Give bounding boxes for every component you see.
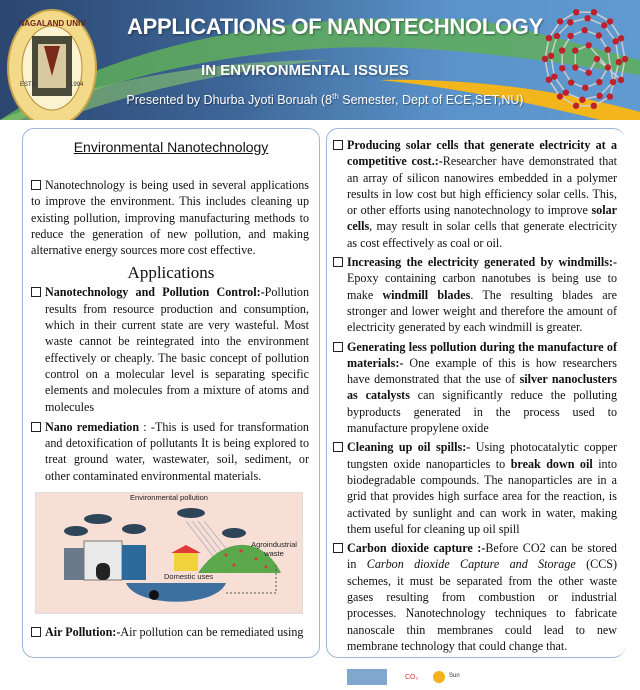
text-segment: Before CO2 can be stored in — [347, 541, 617, 571]
bold-text: break down oil — [511, 457, 593, 471]
atom — [594, 56, 600, 62]
list-item — [31, 624, 309, 640]
atom — [605, 64, 611, 70]
atom — [582, 85, 588, 91]
atom — [554, 33, 560, 39]
bold-text: Increasing the electricity generated by windmills:- — [347, 255, 617, 269]
list-item — [333, 439, 617, 537]
text-segment: Epoxy containing carbon nanotubes is being use to make — [347, 271, 617, 301]
atom — [607, 93, 613, 99]
atom — [596, 79, 602, 85]
atom — [591, 103, 597, 109]
bold-text: silver nanoclusters as catalysts — [347, 372, 617, 402]
text-segment: Researcher have demonstrated that an array of silicon nanowires embedded in a polymer results in low cost but high efficiency solar cells. This, or other efforts using nanotechnology to improve — [347, 154, 617, 217]
applications-heading: Applications — [23, 263, 319, 283]
atom — [584, 15, 590, 21]
atom — [559, 47, 565, 53]
atom — [618, 35, 624, 41]
figure-title: Environmental pollution — [114, 494, 224, 503]
list-item — [31, 284, 309, 414]
co2-capture-figure — [347, 665, 487, 685]
atom — [559, 65, 565, 71]
text-segment: Pollution results from resource production and consumption, which in their current state are very wasteful. Most waste cannot be reintegrated into the environment effectively or cheaply. The basic concept of pollution control on a molecular level is separating specific elements and molecules from a mixture of atoms and molecules — [45, 285, 309, 413]
co2-label: CO₂ — [405, 674, 419, 681]
left-panel — [22, 128, 320, 658]
bold-text: Producing solar cells that generate electricity at a competitive cost.:- — [347, 138, 617, 168]
text-segment: Carbon dioxide Capture and Storage — [367, 557, 576, 571]
svg-text:ESTD: ESTD — [20, 82, 37, 88]
atom — [610, 79, 616, 85]
poster-subtitle: IN ENVIRONMENTAL ISSUES — [105, 62, 505, 79]
text-segment: (CCS) schemes, it must be separated from the other waste gases resulting from combustion or industrial processes. Nanotechnology techniques to fabricate nanoscale thin membranes could lead to new membrane technology that could change that. — [347, 557, 617, 652]
atom — [607, 18, 613, 24]
atom — [551, 73, 557, 79]
atom — [542, 56, 548, 62]
sun-label: Sun — [449, 673, 460, 679]
bold-text: windmill blades — [382, 288, 470, 302]
presenter-line — [105, 92, 545, 107]
text-segment: Using photocatalytic copper tungsten oxide nanoparticles to — [347, 440, 617, 470]
checkbox-bullet-icon — [333, 342, 343, 352]
text-segment: Nanotechnology is being used in several applications to improve the environment. This includes cleaning up existing pollution, improving manufacturing methods to reduce the generation of new pollution, and making alternative energy sources more cost effective. — [31, 178, 309, 257]
list-item — [333, 540, 617, 654]
atom — [557, 18, 563, 24]
presenter-sup: th — [332, 92, 339, 101]
text-segment: Air pollution can be remediated using — [120, 625, 303, 639]
atom — [601, 22, 607, 28]
atom — [568, 79, 574, 85]
checkbox-bullet-icon — [31, 627, 41, 637]
university-logo — [4, 6, 100, 120]
poster-title: APPLICATIONS OF NANOTECHNOLOGY — [105, 14, 565, 40]
checkbox-bullet-icon — [31, 422, 41, 432]
intro-paragraph — [31, 177, 309, 258]
checkbox-bullet-icon — [31, 287, 41, 297]
atom — [605, 47, 611, 53]
bold-text: Nano remediation — [45, 420, 139, 434]
atom — [596, 32, 602, 38]
list-item — [31, 419, 309, 484]
checkbox-bullet-icon — [333, 543, 343, 553]
text-segment: One example of this is how researchers have demonstrated that the use of — [347, 356, 617, 386]
checkbox-bullet-icon — [333, 257, 343, 267]
atom — [567, 19, 573, 25]
atom — [622, 56, 628, 62]
svg-text:NAGALAND UNIV: NAGALAND UNIV — [18, 19, 86, 28]
text-segment: , may result in solar cells that generate electricity as cost effectively as coal or oil. — [347, 219, 617, 249]
checkbox-bullet-icon — [333, 140, 343, 150]
atom — [612, 38, 618, 44]
atom — [557, 93, 563, 99]
atom — [573, 9, 579, 15]
text-segment: into biodegradable compounds. The nanoparticles are in a grid that provides high surface area for the reaction, is activated by sunlight and can work in water, making them useful for cleaning up oil spill — [347, 457, 617, 536]
bold-text: Carbon dioxide capture :- — [347, 541, 485, 555]
environmental-pollution-figure — [35, 492, 303, 614]
atom — [572, 47, 578, 53]
atom — [586, 42, 592, 48]
checkbox-bullet-icon — [333, 442, 343, 452]
bold-text: solar cells — [347, 203, 617, 233]
list-item — [333, 137, 617, 251]
label-domestic-uses: Domestic uses — [164, 573, 224, 582]
atom — [591, 9, 597, 15]
atom — [586, 69, 592, 75]
list-item — [333, 339, 617, 437]
bold-text: Nanotechnology and Pollution Control:- — [45, 285, 265, 299]
presenter-text: Presented by Dhurba Jyoti Boruah (8 — [126, 93, 332, 107]
text-segment: can significantly reduce the polluting byproducts generated in the process used to manufacture propylene oxide — [347, 388, 617, 435]
atom — [618, 77, 624, 83]
atom — [546, 77, 552, 83]
atom — [548, 53, 554, 59]
atom — [567, 33, 573, 39]
checkbox-bullet-icon — [31, 180, 41, 190]
atom — [616, 59, 622, 65]
atom — [579, 96, 585, 102]
svg-text:1994: 1994 — [70, 82, 84, 88]
atom — [581, 27, 587, 33]
atom — [572, 64, 578, 70]
bold-text: Generating less pollution during the manufacture of materials:- — [347, 340, 617, 370]
text-segment: : -This is used for transformation and detoxification of pollutants It is being explored to treat ground water, wastewater, soil, sediment, or other contaminated environmental materials. — [45, 420, 309, 483]
bold-text: Cleaning up oil spills:- — [347, 440, 470, 454]
list-item — [333, 254, 617, 335]
atom — [563, 89, 569, 95]
fullerene-molecule-image — [540, 4, 630, 119]
poster-header — [0, 0, 640, 120]
atom — [573, 103, 579, 109]
label-agroindustrial-waste: Agroindustrial waste — [248, 541, 300, 558]
bold-text: Air Pollution:- — [45, 625, 120, 639]
atom — [546, 35, 552, 41]
right-panel — [326, 128, 625, 658]
atom — [597, 93, 603, 99]
text-segment: . The resulting blades are stronger and lower weight and therefore the amount of electricity generated by each windmill is greater. — [347, 288, 617, 335]
section-title: Environmental Nanotechnology — [23, 139, 319, 155]
presenter-text-end: Semester, Dept of ECE,SET,NU) — [339, 93, 524, 107]
